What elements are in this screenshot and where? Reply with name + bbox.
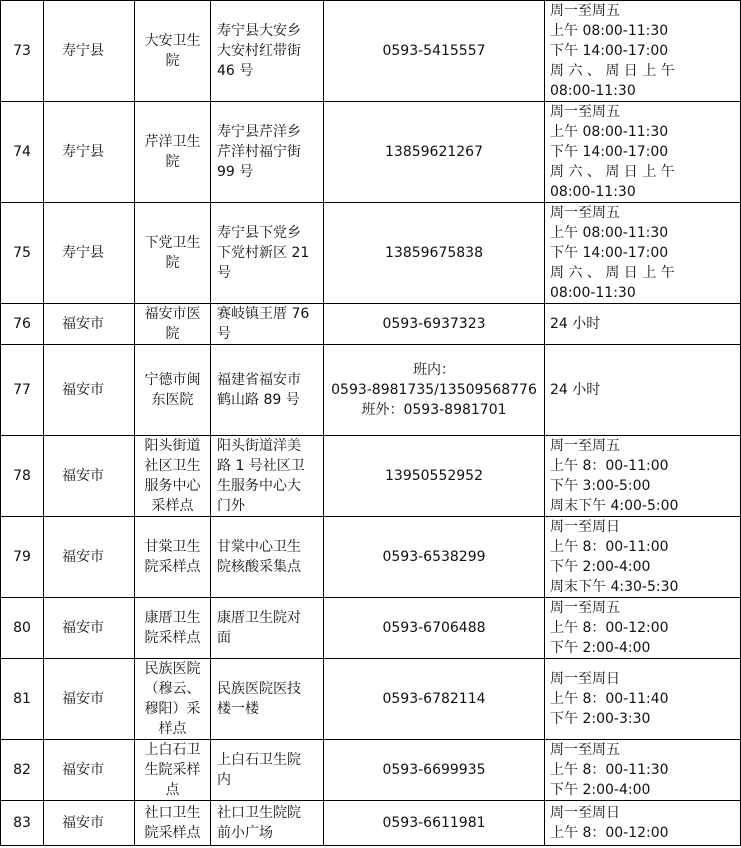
phone-cell	[324, 598, 545, 659]
phone-cell-line: 0593-8981735/13509568776	[331, 382, 537, 398]
site-name-cell-line: 院采样点	[144, 825, 201, 841]
hours-cell-line: 下午 14:00-17:00	[550, 43, 669, 59]
phone-cell	[324, 102, 545, 203]
address-cell-line: 99 号	[217, 164, 254, 180]
county-cell	[44, 345, 135, 436]
row-number-line: 74	[13, 144, 31, 160]
row-number	[1, 801, 44, 846]
county-cell-line: 福安市	[62, 549, 104, 565]
site-name-cell	[135, 598, 211, 659]
row-number	[1, 598, 44, 659]
phone-cell	[324, 517, 545, 598]
address-cell	[211, 345, 324, 436]
table-row	[1, 102, 741, 203]
address-cell-line: 赛岐镇王厝 76	[217, 306, 310, 322]
county-cell	[44, 740, 135, 801]
row-number-line: 73	[13, 43, 31, 59]
row-number	[1, 740, 44, 801]
row-number-line: 83	[13, 815, 31, 831]
site-name-cell-line: 福安市医	[144, 306, 201, 322]
hours-cell-line: 周一至周日	[550, 671, 620, 687]
row-number-line: 81	[13, 691, 31, 707]
address-cell-line: 内	[217, 772, 231, 788]
hours-cell-line: 上午 8：00-12:00	[550, 825, 669, 841]
address-cell-line: 路 1 号社区卫	[217, 458, 305, 474]
hours-cell-line: 周一至周五	[550, 3, 620, 19]
county-cell-line: 福安市	[62, 762, 104, 778]
address-cell-line: 鹤山路 89 号	[217, 392, 300, 408]
site-name-cell-line: 阳头街道	[144, 438, 201, 454]
county-cell-line: 寿宁县	[62, 144, 104, 160]
site-name-cell	[135, 304, 211, 345]
table-row	[1, 436, 741, 517]
phone-cell	[324, 1, 545, 102]
address-cell-line: 芹洋村福宁街	[217, 144, 301, 160]
table-row	[1, 345, 741, 436]
site-name-cell	[135, 740, 211, 801]
address-cell-line: 寿宁县大安乡	[217, 23, 301, 39]
site-name-cell-line: 院	[165, 255, 180, 271]
phone-cell-line: 0593-6937323	[382, 316, 486, 332]
site-name-cell-line: 点	[165, 782, 180, 798]
hours-cell-line: 周 六 、 周 日 上 午	[550, 265, 675, 281]
site-name-cell-line: 院	[165, 53, 180, 69]
hours-cell-line: 周一至周五	[550, 205, 620, 221]
address-cell	[211, 801, 324, 846]
phone-cell-line: 0593-6699935	[382, 762, 486, 778]
address-cell-line: 寿宁县芹洋乡	[217, 124, 301, 140]
phone-cell-line: 13950552952	[385, 468, 483, 484]
phone-cell	[324, 436, 545, 517]
phone-cell	[324, 345, 545, 436]
address-cell-line: 民族医院医技	[217, 681, 301, 697]
phone-cell-line: 0593-5415557	[382, 43, 486, 59]
table-row	[1, 517, 741, 598]
site-name-cell-line: 采样点	[151, 498, 194, 514]
phone-cell-line: 0593-6611981	[382, 815, 486, 831]
table-row	[1, 740, 741, 801]
address-cell-line: 46 号	[217, 63, 254, 79]
hours-cell-line: 周一至周五	[550, 438, 620, 454]
hours-cell-line: 周 六 、 周 日 上 午	[550, 63, 675, 79]
hours-cell-line: 上午 8：00-11:40	[550, 691, 669, 707]
site-name-cell-line: 服务中心	[144, 478, 201, 494]
hours-cell-line: 下午 2:00-4:00	[550, 782, 651, 798]
site-name-cell-line: 院采样点	[144, 559, 201, 575]
site-name-cell-line: 院	[165, 154, 180, 170]
hours-cell-line: 周末下午 4:30-5:30	[550, 579, 679, 595]
hours-cell-line: 下午 14:00-17:00	[550, 144, 669, 160]
site-name-cell	[135, 801, 211, 846]
hours-cell-line: 上午 08:00-11:30	[550, 124, 669, 140]
table-row	[1, 1, 741, 102]
table-body	[1, 1, 741, 846]
hours-cell	[545, 345, 741, 436]
county-cell	[44, 304, 135, 345]
hours-cell	[545, 598, 741, 659]
address-cell-line: 门外	[217, 498, 245, 514]
address-cell	[211, 598, 324, 659]
site-name-cell	[135, 517, 211, 598]
site-name-cell-line: 样点	[158, 721, 187, 737]
hours-cell	[545, 517, 741, 598]
site-name-cell-line: 康厝卫生	[144, 610, 201, 626]
hours-cell-line: 周一至周五	[550, 600, 620, 616]
county-cell-line: 福安市	[62, 468, 104, 484]
row-number	[1, 659, 44, 740]
phone-cell-line: 班内：	[413, 362, 455, 378]
hours-cell-line: 下午 2:00-3:30	[550, 711, 651, 727]
site-name-cell-line: 院采样点	[144, 630, 201, 646]
table-row	[1, 304, 741, 345]
site-name-cell-line: 院	[165, 326, 180, 342]
hours-cell-line: 24 小时	[550, 316, 601, 332]
county-cell	[44, 801, 135, 846]
row-number	[1, 304, 44, 345]
hours-cell-line: 08:00-11:30	[550, 285, 636, 301]
row-number-line: 75	[13, 245, 31, 261]
address-cell-line: 康厝卫生院对	[217, 610, 301, 626]
row-number-line: 80	[13, 620, 31, 636]
phone-cell	[324, 801, 545, 846]
address-cell	[211, 436, 324, 517]
row-number	[1, 102, 44, 203]
site-name-cell	[135, 436, 211, 517]
address-cell	[211, 740, 324, 801]
phone-cell-line: 13859621267	[385, 144, 483, 160]
site-name-cell-line: 民族医院	[144, 661, 201, 677]
row-number-line: 82	[13, 762, 31, 778]
hours-cell-line: 下午 2:00-4:00	[550, 640, 651, 656]
hours-cell-line: 上午 8：00-11:30	[550, 762, 669, 778]
table-row	[1, 598, 741, 659]
county-cell-line: 福安市	[62, 382, 104, 398]
hours-cell	[545, 203, 741, 304]
address-cell	[211, 102, 324, 203]
site-name-cell-line: 东医院	[151, 392, 194, 408]
phone-cell	[324, 203, 545, 304]
county-cell	[44, 436, 135, 517]
county-cell	[44, 598, 135, 659]
hours-cell-line: 下午 3:00-5:00	[550, 478, 651, 494]
address-cell-line: 楼一楼	[217, 701, 259, 717]
county-cell-line: 寿宁县	[62, 43, 104, 59]
hours-cell	[545, 436, 741, 517]
hours-cell-line: 周末下午 4:00-5:00	[550, 498, 679, 514]
row-number-line: 79	[13, 549, 31, 565]
row-number-line: 76	[13, 316, 31, 332]
hours-cell-line: 周一至周日	[550, 519, 620, 535]
address-cell-line: 甘棠中心卫生	[217, 539, 301, 555]
site-name-cell	[135, 345, 211, 436]
address-cell-line: 前小广场	[217, 825, 273, 841]
address-cell-line: 生服务中心大	[217, 478, 301, 494]
address-cell-line: 院核酸采集点	[217, 559, 301, 575]
row-number-line: 77	[13, 382, 31, 398]
hours-cell-line: 上午 8：00-11:00	[550, 458, 669, 474]
site-name-cell-line: 宁德市闽	[144, 372, 201, 388]
site-name-cell	[135, 102, 211, 203]
hours-cell-line: 下午 2:00-4:00	[550, 559, 651, 575]
hours-cell-line: 周一至周五	[550, 742, 620, 758]
county-cell	[44, 203, 135, 304]
address-cell	[211, 659, 324, 740]
county-cell-line: 寿宁县	[62, 245, 104, 261]
site-name-cell	[135, 203, 211, 304]
site-name-cell-line: 上白石卫	[144, 742, 201, 758]
county-cell	[44, 1, 135, 102]
address-cell-line: 面	[217, 630, 231, 646]
address-cell	[211, 1, 324, 102]
hours-cell-line: 24 小时	[550, 382, 601, 398]
address-cell	[211, 517, 324, 598]
hours-cell	[545, 659, 741, 740]
row-number	[1, 436, 44, 517]
county-cell	[44, 517, 135, 598]
site-name-cell-line: 穆阳）采	[144, 701, 201, 717]
phone-cell	[324, 659, 545, 740]
hours-cell-line: 周一至周五	[550, 104, 620, 120]
site-name-cell-line: 下党卫生	[144, 235, 201, 251]
hours-cell	[545, 304, 741, 345]
site-name-cell-line: 甘棠卫生	[144, 539, 201, 555]
hours-cell-line: 周一至周日	[550, 805, 620, 821]
address-cell-line: 号	[217, 326, 231, 342]
row-number	[1, 203, 44, 304]
county-cell-line: 福安市	[62, 815, 104, 831]
address-cell-line: 下党村新区 21	[217, 245, 310, 261]
site-name-cell	[135, 1, 211, 102]
site-name-cell-line: 芹洋卫生	[144, 134, 201, 150]
site-name-cell-line: （穆云、	[144, 681, 201, 697]
site-name-cell	[135, 659, 211, 740]
phone-cell-line: 0593-6706488	[382, 620, 486, 636]
county-cell-line: 福安市	[62, 620, 104, 636]
address-cell-line: 上白石卫生院	[217, 752, 301, 768]
hours-cell-line: 周 六 、 周 日 上 午	[550, 164, 675, 180]
address-cell-line: 大安村红带街	[217, 43, 301, 59]
table-row	[1, 801, 741, 846]
hours-cell-line: 下午 14:00-17:00	[550, 245, 669, 261]
hours-cell	[545, 1, 741, 102]
address-cell-line: 寿宁县下党乡	[217, 225, 301, 241]
site-name-cell-line: 生院采样	[144, 762, 201, 778]
site-name-cell-line: 社口卫生	[144, 805, 201, 821]
site-name-cell-line: 大安卫生	[144, 33, 201, 49]
row-number	[1, 345, 44, 436]
address-cell-line: 社口卫生院院	[217, 805, 301, 821]
phone-cell-line: 班外：0593-8981701	[361, 402, 507, 418]
hours-cell-line: 上午 08:00-11:30	[550, 23, 669, 39]
phone-cell	[324, 304, 545, 345]
row-number	[1, 1, 44, 102]
hours-cell	[545, 740, 741, 801]
county-cell	[44, 659, 135, 740]
address-cell-line: 号	[217, 265, 231, 281]
phone-cell	[324, 740, 545, 801]
hours-cell-line: 上午 8：00-12:00	[550, 620, 669, 636]
row-number-line: 78	[13, 468, 31, 484]
hours-cell-line: 上午 08:00-11:30	[550, 225, 669, 241]
hours-cell-line: 08:00-11:30	[550, 83, 636, 99]
table-row	[1, 203, 741, 304]
address-cell	[211, 203, 324, 304]
address-cell-line: 阳头街道洋美	[217, 438, 301, 454]
hours-cell	[545, 102, 741, 203]
phone-cell-line: 0593-6782114	[382, 691, 486, 707]
site-name-cell-line: 社区卫生	[144, 458, 201, 474]
county-cell-line: 福安市	[62, 691, 104, 707]
county-cell-line: 福安市	[62, 316, 104, 332]
table-row	[1, 659, 741, 740]
phone-cell-line: 13859675838	[385, 245, 483, 261]
hours-cell-line: 08:00-11:30	[550, 184, 636, 200]
hours-cell-line: 上午 8：00-11:00	[550, 539, 669, 555]
address-cell	[211, 304, 324, 345]
county-cell	[44, 102, 135, 203]
row-number	[1, 517, 44, 598]
hours-cell	[545, 801, 741, 846]
phone-cell-line: 0593-6538299	[382, 549, 486, 565]
address-cell-line: 福建省福安市	[217, 372, 301, 388]
